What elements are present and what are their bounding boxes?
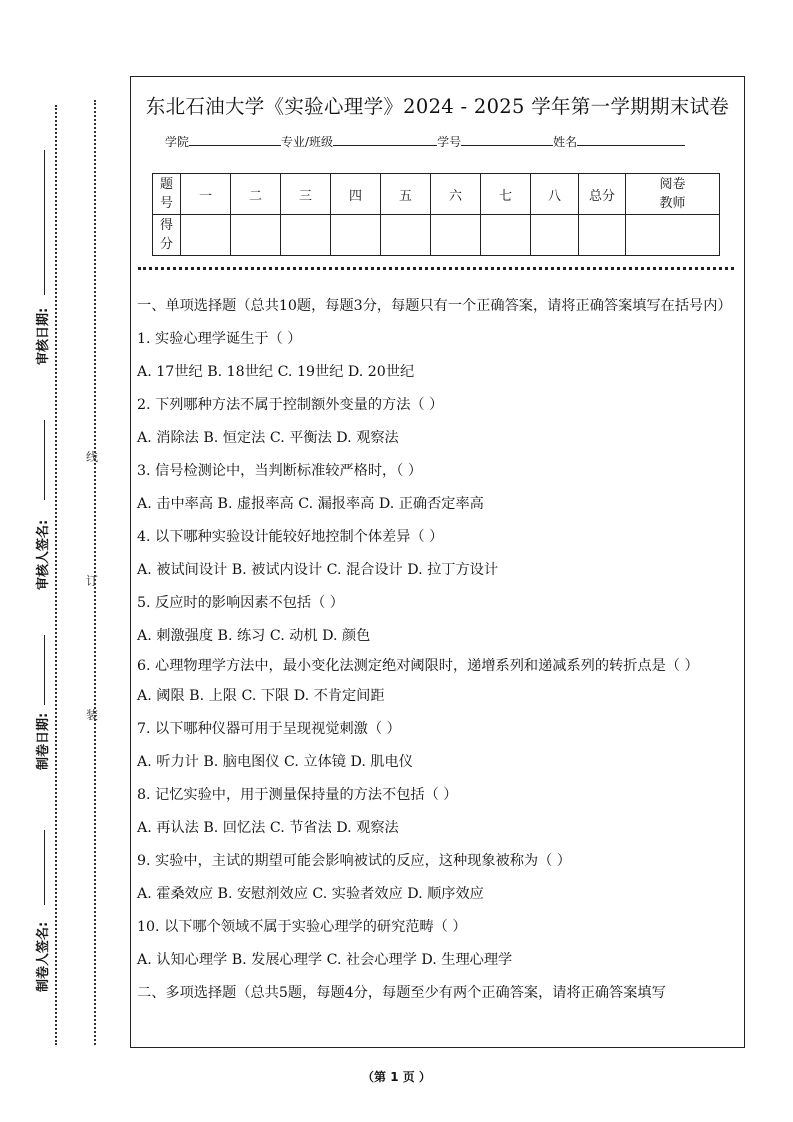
question-options: A. 被试间设计 B. 被试内设计 C. 混合设计 D. 拉丁方设计 bbox=[137, 562, 499, 578]
question-text: 6. 心理物理学方法中，最小变化法测定绝对阈限时，递增系列和递减系列的转折点是（ ） bbox=[137, 658, 699, 674]
exam-title: 东北石油大学《实验心理学》2024 - 2025 学年第一学期期末试卷 bbox=[145, 95, 730, 118]
name-field[interactable] bbox=[577, 132, 685, 146]
binding-char-zhuang: 装 bbox=[86, 708, 99, 722]
score-col-header: 二 bbox=[231, 174, 281, 215]
score-col-header-grader: 阅卷教师 bbox=[626, 174, 720, 215]
question-text: 1. 实验心理学诞生于（ ） bbox=[137, 331, 302, 347]
score-cell[interactable] bbox=[281, 215, 331, 256]
question-options: A. 听力计 B. 脑电图仪 C. 立体镜 D. 肌电仪 bbox=[137, 754, 413, 770]
score-table bbox=[152, 173, 720, 256]
score-col-header: 七 bbox=[481, 174, 531, 215]
score-cell[interactable] bbox=[431, 215, 481, 256]
name-label: 姓名 bbox=[553, 135, 578, 149]
student-info-row bbox=[165, 132, 685, 150]
question-text: 7. 以下哪种仪器可用于呈现视觉刺激（ ） bbox=[137, 721, 401, 737]
score-col-header: 总分 bbox=[579, 174, 626, 215]
question-text: 2. 下列哪种方法不属于控制额外变量的方法（ ） bbox=[137, 397, 444, 413]
question-text: 9. 实验中，主试的期望可能会影响被试的反应，这种现象被称为（ ） bbox=[137, 853, 571, 869]
student-id-label: 学号 bbox=[437, 135, 462, 149]
score-col-header: 六 bbox=[431, 174, 481, 215]
score-cell[interactable] bbox=[579, 215, 626, 256]
question-options: A. 再认法 B. 回忆法 C. 节省法 D. 观察法 bbox=[137, 820, 399, 836]
major-class-label: 专业/班级 bbox=[281, 135, 334, 149]
score-col-header: 五 bbox=[381, 174, 431, 215]
score-cell[interactable] bbox=[181, 215, 231, 256]
reviewer-sign-line bbox=[44, 420, 45, 500]
score-col-header: 四 bbox=[331, 174, 381, 215]
major-class-field[interactable] bbox=[333, 132, 437, 146]
score-col-header: 一 bbox=[181, 174, 231, 215]
header-separator bbox=[138, 267, 734, 270]
question-options: A. 认知心理学 B. 发展心理学 C. 社会心理学 D. 生理心理学 bbox=[137, 952, 513, 968]
section2-header: 二、多项选择题（总共5题，每题4分，每题至少有两个正确答案，请将正确答案填写 bbox=[137, 985, 666, 1001]
question-options: A. 17世纪 B. 18世纪 C. 19世纪 D. 20世纪 bbox=[137, 364, 415, 380]
score-table-header-question: 题号 bbox=[153, 174, 181, 215]
score-col-header: 三 bbox=[281, 174, 331, 215]
maker-sign-line bbox=[44, 830, 45, 905]
score-cell[interactable] bbox=[331, 215, 381, 256]
score-cell[interactable] bbox=[626, 215, 720, 256]
question-text: 5. 反应时的影响因素不包括（ ） bbox=[137, 595, 344, 611]
review-date-line bbox=[44, 150, 45, 295]
binding-char-ding: 订 bbox=[86, 574, 99, 588]
score-col-header: 八 bbox=[531, 174, 579, 215]
student-id-field[interactable] bbox=[461, 132, 553, 146]
question-text: 10. 以下哪个领域不属于实验心理学的研究范畴（ ） bbox=[137, 919, 467, 935]
question-options: A. 刺激强度 B. 练习 C. 动机 D. 颜色 bbox=[137, 628, 371, 644]
binding-char-line: 线 bbox=[86, 450, 99, 464]
question-text: 8. 记忆实验中，用于测量保持量的方法不包括（ ） bbox=[137, 787, 458, 803]
question-text: 4. 以下哪种实验设计能较好地控制个体差异（ ） bbox=[137, 529, 444, 545]
score-cell[interactable] bbox=[231, 215, 281, 256]
score-cell[interactable] bbox=[381, 215, 431, 256]
college-field[interactable] bbox=[189, 132, 281, 146]
exam-frame bbox=[130, 76, 745, 1048]
college-label: 学院 bbox=[165, 135, 190, 149]
exam-content bbox=[137, 291, 741, 1010]
question-text: 3. 信号检测论中，当判断标准较严格时，（ ） bbox=[137, 463, 423, 479]
score-table-header-score: 得分 bbox=[153, 215, 181, 256]
score-cell[interactable] bbox=[531, 215, 579, 256]
score-cell[interactable] bbox=[481, 215, 531, 256]
section1-header: 一、单项选择题（总共10题，每题3分，每题只有一个正确答案，请将正确答案填写在括号内） bbox=[137, 298, 732, 314]
question-options: A. 阈限 B. 上限 C. 下限 D. 不肯定间距 bbox=[137, 688, 385, 704]
page-number: （第 1 页 ） bbox=[362, 1070, 431, 1084]
make-date-line bbox=[44, 635, 45, 705]
question-options: A. 击中率高 B. 虚报率高 C. 漏报率高 D. 正确否定率高 bbox=[137, 496, 484, 512]
question-options: A. 消除法 B. 恒定法 C. 平衡法 D. 观察法 bbox=[137, 430, 399, 446]
binding-dotted-line-outer bbox=[55, 105, 57, 1045]
question-options: A. 霍桑效应 B. 安慰剂效应 C. 实验者效应 D. 顺序效应 bbox=[137, 886, 484, 902]
